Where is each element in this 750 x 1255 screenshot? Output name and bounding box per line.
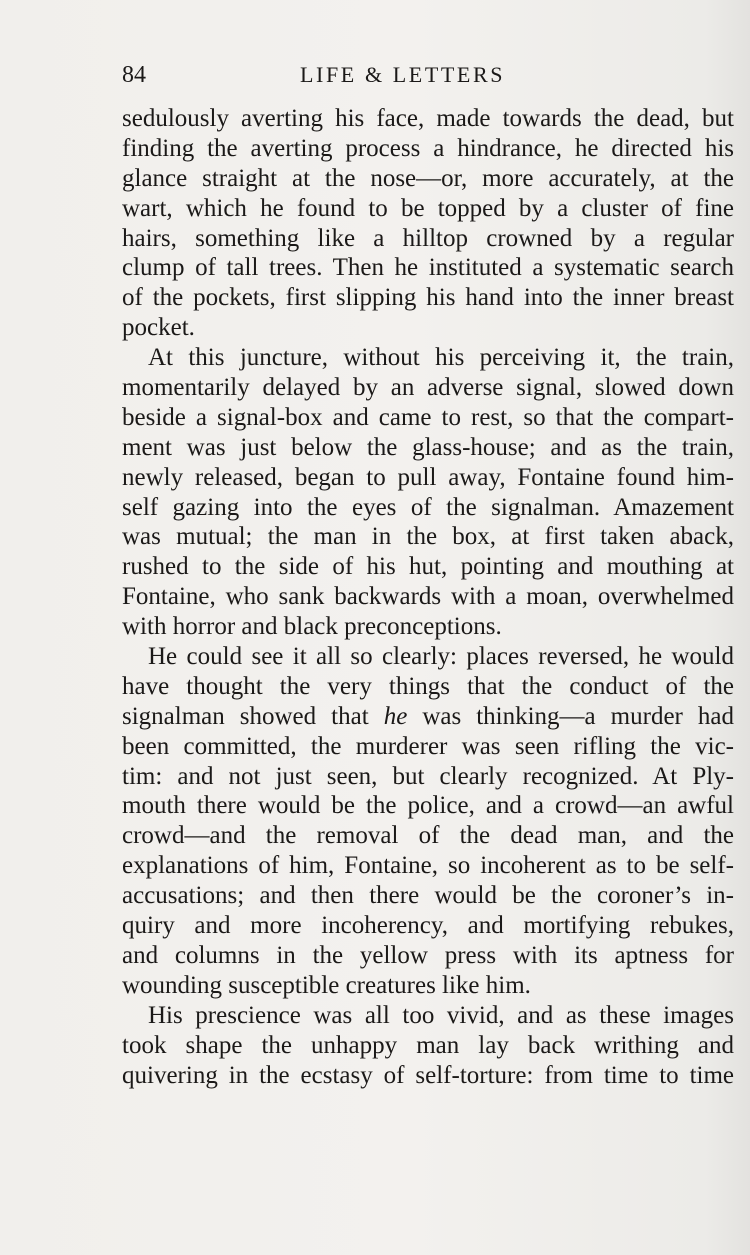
text-line: took shape the unhappy man lay back writhing and xyxy=(122,1031,734,1059)
text-run: signalman showed that xyxy=(122,702,384,730)
paragraph xyxy=(122,104,734,343)
text-line: quivering in the ecstasy of self-torture: from time to time xyxy=(122,1061,734,1089)
text-run: was thinking—a murder had xyxy=(407,702,734,730)
text-line: crowd—and the removal of the dead man, and the xyxy=(122,822,734,850)
text-line: At this juncture, without his perceiving it, the train, xyxy=(148,344,734,372)
text-line: newly released, began to pull away, Fontaine found him- xyxy=(122,463,734,491)
text-line: accusations; and then there would be the coroner’s in- xyxy=(122,882,734,910)
text-line: finding the averting process a hindrance, he directed his xyxy=(122,134,734,162)
text-line: pocket. xyxy=(122,314,195,342)
text-line: of the pockets, first slipping his hand into the inner breast xyxy=(122,284,734,312)
text-line: with horror and black preconceptions. xyxy=(122,613,502,641)
text-line: and columns in the yellow press with its aptness for xyxy=(122,941,734,969)
text-line: wart, which he found to be topped by a cluster of fine xyxy=(122,194,734,222)
text-line: ment was just below the glass-house; and as the train, xyxy=(122,433,734,461)
text-line: glance straight at the nose—or, more accurately, at the xyxy=(122,164,734,192)
text-line: sedulously averting his face, made towards the dead, but xyxy=(122,105,734,132)
page-header xyxy=(122,60,734,90)
page-number: 84 xyxy=(122,62,146,88)
text-line: self gazing into the eyes of the signalman. Amazement xyxy=(122,493,734,521)
body-text xyxy=(122,104,734,1090)
text-line: hairs, something like a hilltop crowned by a regular xyxy=(122,224,734,252)
text-line: clump of tall trees. Then he instituted a systematic search xyxy=(122,254,734,282)
text-line: His prescience was all too vivid, and as these images xyxy=(148,1001,734,1029)
text-line: He could see it all so clearly: places reversed, he would xyxy=(148,643,734,671)
text-line: mouth there would be the police, and a crowd—an awful xyxy=(122,792,734,820)
running-title: LIFE & LETTERS xyxy=(300,62,506,87)
paragraph xyxy=(122,642,734,1001)
text-line: tim: and not just seen, but clearly recognized. At Ply- xyxy=(122,762,734,790)
text-line: explanations of him, Fontaine, so incoherent as to be self- xyxy=(122,852,734,880)
text-line: rushed to the side of his hut, pointing and mouthing at xyxy=(122,553,734,581)
paragraph xyxy=(122,343,734,642)
text-line: momentarily delayed by an adverse signal, slowed down xyxy=(122,374,734,402)
text-line: quiry and more incoherency, and mortifying rebukes, xyxy=(122,912,734,940)
italic-word: he xyxy=(383,702,408,730)
text-line xyxy=(122,702,734,732)
text-line: beside a signal-box and came to rest, so that the compart- xyxy=(122,403,734,431)
text-line: Fontaine, who sank backwards with a moan, overwhelmed xyxy=(122,583,734,611)
text-line: wounding susceptible creatures like him. xyxy=(122,971,531,999)
text-line: was mutual; the man in the box, at first taken aback, xyxy=(122,523,734,551)
text-line: have thought the very things that the conduct of the xyxy=(122,672,734,700)
paragraph xyxy=(122,1001,734,1091)
text-line: been committed, the murderer was seen rifling the vic- xyxy=(122,732,734,760)
